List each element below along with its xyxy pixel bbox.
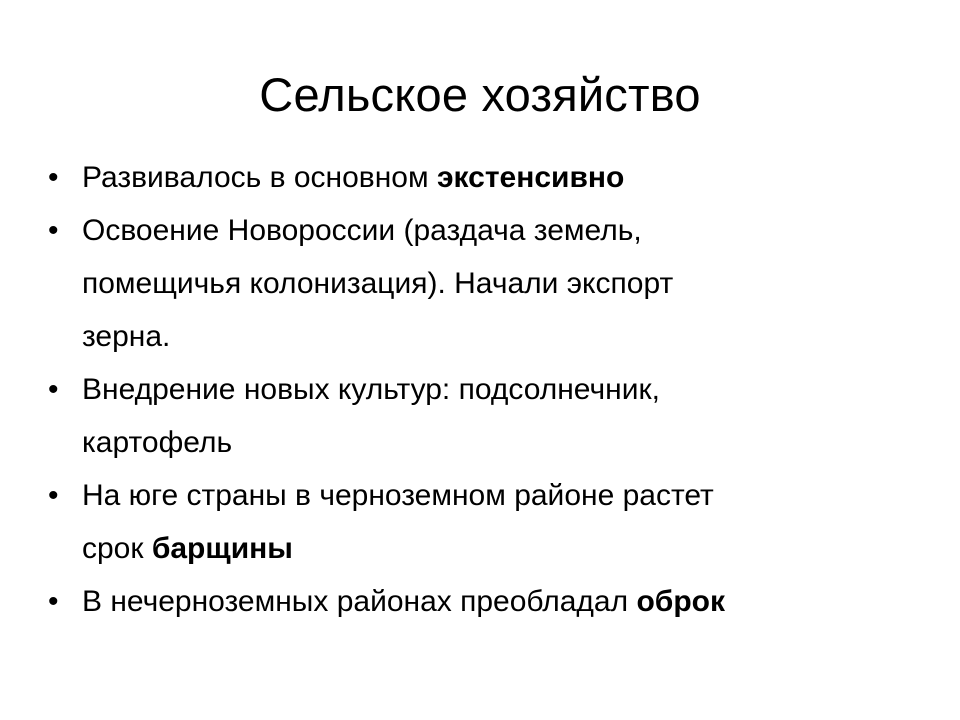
bullet-text bbox=[82, 469, 928, 575]
bullet-marker: • bbox=[48, 373, 59, 406]
bullet-marker: • bbox=[48, 161, 59, 194]
bullet-line: зерна. bbox=[82, 320, 171, 353]
bullet-text bbox=[82, 151, 928, 204]
list-item bbox=[48, 575, 928, 628]
bullet-line: помещичья колонизация). Начали экспорт bbox=[82, 267, 674, 300]
bullet-line: срок bbox=[82, 532, 152, 565]
bullet-line: картофель bbox=[82, 426, 233, 459]
bullet-bold-term: оброк bbox=[636, 585, 725, 618]
bullet-list bbox=[48, 151, 928, 628]
list-item bbox=[48, 204, 928, 363]
bullet-line: Развивалось в основном bbox=[82, 161, 437, 194]
list-item bbox=[48, 363, 928, 469]
bullet-bold-term: барщины bbox=[151, 532, 293, 565]
bullet-marker: • bbox=[48, 479, 59, 512]
bullet-text bbox=[82, 363, 928, 469]
bullet-line: В нечерноземных районах преобладал bbox=[82, 585, 637, 618]
bullet-marker: • bbox=[48, 585, 59, 618]
bullet-bold-term: экстенсивно bbox=[436, 161, 625, 194]
bullet-line: На юге страны в черноземном районе растет bbox=[82, 479, 714, 512]
list-item bbox=[48, 469, 928, 575]
bullet-line: Внедрение новых культур: подсолнечник, bbox=[82, 373, 660, 406]
list-item bbox=[48, 151, 928, 204]
bullet-text bbox=[82, 575, 928, 628]
slide-title: Сельское хозяйство bbox=[259, 68, 701, 121]
bullet-line: Освоение Новороссии (раздача земель, bbox=[82, 214, 642, 247]
bullet-marker: • bbox=[48, 214, 59, 247]
bullet-text bbox=[82, 204, 928, 363]
